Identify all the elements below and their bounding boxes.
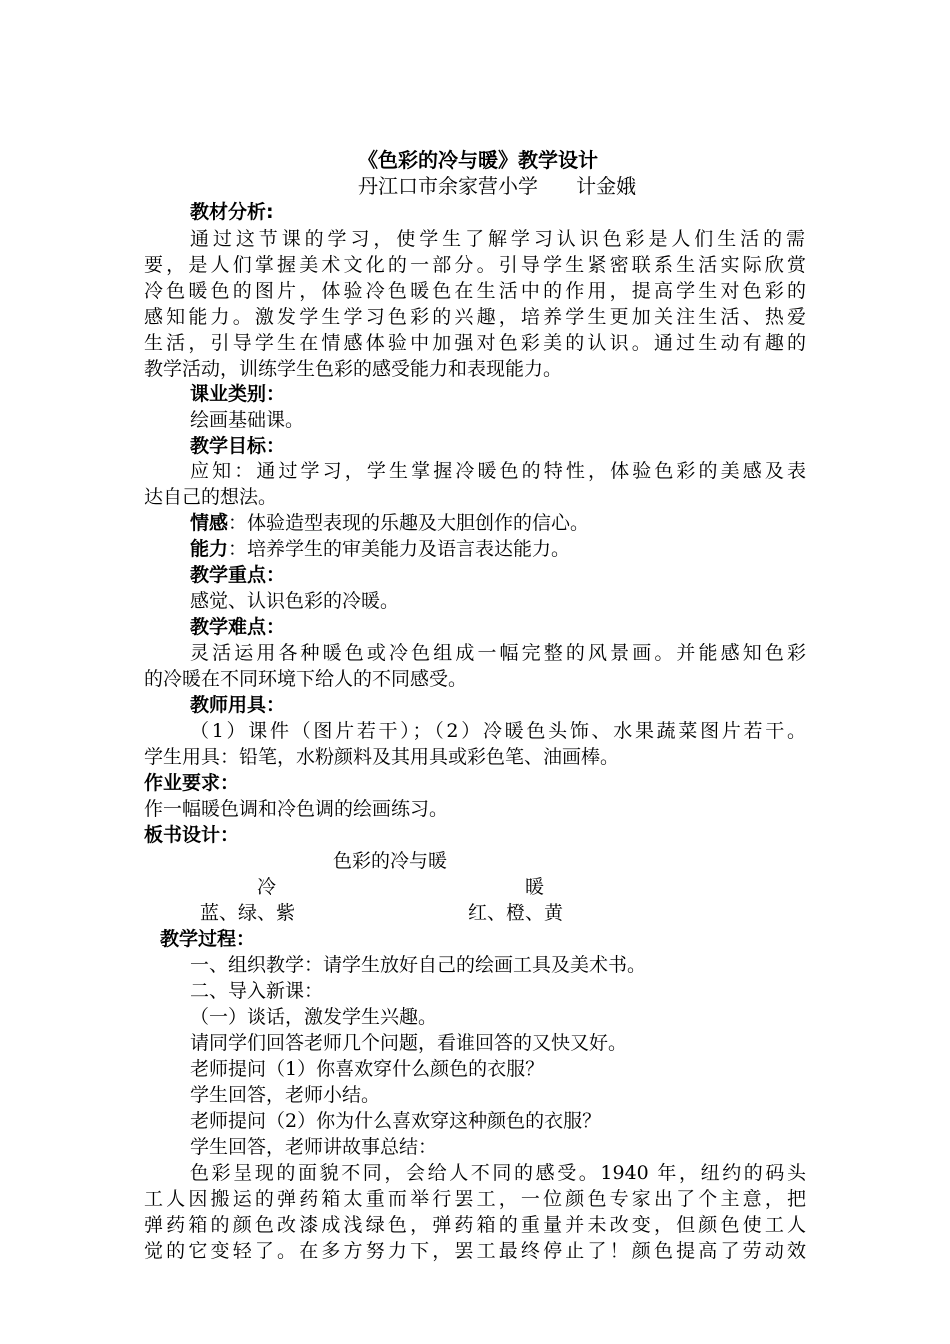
paragraph-line: 二、导入新课： — [190, 980, 324, 1002]
paragraph-line: 感觉、认识色彩的冷暖。 — [190, 590, 400, 612]
paragraph-line: 老师提问（2）你为什么喜欢穿这种颜色的衣服？ — [190, 1110, 602, 1132]
emotion-line — [190, 511, 589, 536]
paragraph-line: 要，是人们掌握美术文化的一部分。引导学生紧密联系生活实际欣赏 — [144, 254, 806, 276]
paragraph-line: 感知能力。激发学生学习色彩的兴趣，培养学生更加关注生活、热爱 — [144, 306, 806, 328]
section-heading: 教学过程： — [160, 928, 256, 950]
paragraph-line: 学生回答，老师小结。 — [190, 1084, 381, 1106]
section-heading: 教材分析: — [190, 201, 274, 223]
paragraph-line: 教学活动，训练学生色彩的感受能力和表现能力。 — [144, 358, 563, 380]
paragraph-line: 生活，引导学生在情感体验中加强对色彩美的认识。通过生动有趣的 — [144, 332, 806, 354]
paragraph-line: （1）课件（图片若干）；（2）冷暖色头饰、水果蔬菜图片若干。 — [190, 720, 806, 742]
paragraph-line: （一）谈话，激发学生兴趣。 — [190, 1006, 438, 1028]
paragraph-line: 通过这节课的学习，使学生了解学习认识色彩是人们生活的需 — [190, 228, 805, 250]
paragraph-line: 灵活运用各种暖色或冷色组成一幅完整的风景画。并能感知色彩 — [190, 642, 806, 664]
paragraph-line: 应知：通过学习，学生掌握冷暖色的特性，体验色彩的美感及表 — [190, 460, 806, 482]
document-title: 《色彩的冷与暖》教学设计 — [358, 148, 598, 172]
ability-line — [190, 537, 570, 562]
paragraph-line: 老师提问（1）你喜欢穿什么颜色的衣服？ — [190, 1058, 545, 1080]
board-cold-colors: 蓝、绿、紫 — [200, 902, 296, 924]
paragraph-line: 弹药箱的颜色改漆成浅绿色，弹药箱的重量并未改变，但颜色使工人 — [144, 1214, 806, 1236]
section-heading: 教学重点： — [190, 564, 286, 586]
paragraph-line: 觉的它变轻了。在多方努力下，罢工最终停止了！颜色提高了劳动效 — [144, 1240, 806, 1262]
author-line: 丹江口市余家营小学 计金娥 — [358, 174, 637, 198]
paragraph-line: 请同学们回答老师几个问题，看谁回答的又快又好。 — [190, 1032, 628, 1054]
paragraph-line: 学生回答，老师讲故事总结： — [190, 1136, 438, 1158]
paragraph-line: 作一幅暖色调和冷色调的绘画练习。 — [144, 798, 449, 820]
emotion-label: 情感 — [190, 512, 229, 534]
section-heading: 作业要求： — [144, 772, 240, 794]
paragraph-line: 绘画基础课。 — [190, 409, 305, 431]
paragraph-line: 工人因搬运的弹药箱太重而举行罢工，一位颜色专家出了个主意，把 — [144, 1188, 806, 1210]
section-heading: 教师用具： — [190, 694, 286, 716]
paragraph-line: 冷色暖色的图片，体验冷色暖色在生活中的作用，提高学生对色彩的 — [144, 280, 806, 302]
ability-label: 能力 — [190, 538, 229, 560]
paragraph-line: 达自己的想法。 — [144, 486, 278, 508]
section-heading: 教学难点： — [190, 616, 286, 638]
paragraph-line: 一、组织教学：请学生放好自己的绘画工具及美术书。 — [190, 954, 647, 976]
emotion-text: ：体验造型表现的乐趣及大胆创作的信心。 — [228, 512, 590, 534]
section-heading: 板书设计： — [144, 824, 240, 846]
paragraph-line: 色彩呈现的面貌不同，会给人不同的感受。1940 年，纽约的码头 — [190, 1162, 806, 1184]
ability-text: ：培养学生的审美能力及语言表达能力。 — [228, 538, 571, 560]
paragraph-line: 学生用具：铅笔，水粉颜料及其用具或彩色笔、油画棒。 — [144, 746, 620, 768]
paragraph-line: 的冷暖在不同环境下给人的不同感受。 — [144, 668, 468, 690]
board-warm-colors: 红、橙、黄 — [468, 902, 564, 924]
section-heading: 教学目标： — [190, 435, 286, 457]
board-cold-label: 冷 — [257, 876, 277, 898]
board-warm-label: 暖 — [525, 876, 545, 898]
section-heading: 课业类别： — [190, 383, 286, 405]
board-title: 色彩的冷与暖 — [333, 850, 448, 872]
